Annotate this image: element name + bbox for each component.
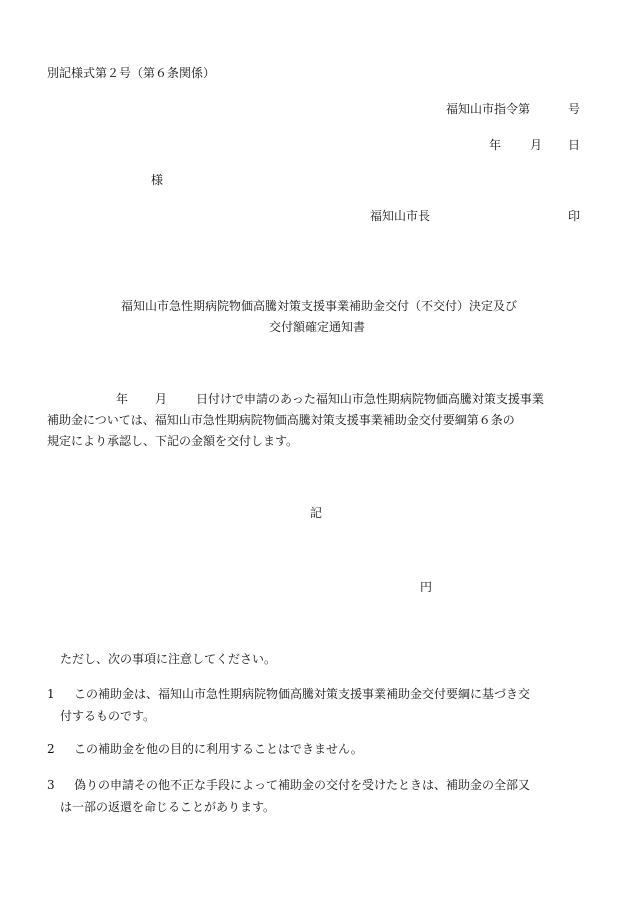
body-line-2: 補助金については、福知山市急性期病院物価高騰対策支援事業補助金交付要綱第６条の [47,413,515,427]
body-year: 年 [116,392,129,406]
note-3-line-2: は一部の返還を命じることがあります。 [60,800,276,814]
notes-intro: ただし、次の事項に注意してください。 [60,652,277,666]
note-2-number: 2 [47,742,55,756]
issuer-name: 福知山市長 [370,209,431,223]
amount-unit: 円 [420,580,433,594]
note-3-line-1: 偽りの申請その他不正な手段によって補助金の交付を受けたときは、補助金の全部又 [74,778,531,792]
note-1-number: 1 [47,687,55,701]
date-year: 年 [489,138,502,152]
date-day: 日 [568,138,581,152]
note-1-line-2: 付するものです。 [60,709,156,723]
title-line-1: 福知山市急性期病院物価高騰対策支援事業補助金交付（不交付）決定及び [120,299,517,313]
ki-label: 記 [310,506,323,520]
note-1-line-1: この補助金は、福知山市急性期病院物価高騰対策支援事業補助金交付要綱に基づき交 [74,687,531,701]
document-number-prefix: 福知山市指令第 [446,102,531,116]
date-month: 月 [530,138,543,152]
note-2-line-1: この補助金を他の目的に利用することはできません。 [74,742,363,756]
body-line-1: 日付けで申請のあった福知山市急性期病院物価高騰対策支援事業 [196,392,544,406]
body-month: 月 [155,392,168,406]
note-3-number: 3 [47,778,55,792]
document-number-suffix: 号 [568,102,581,116]
issuer-seal: 印 [568,209,581,223]
title-line-2: 交付額確定通知書 [268,320,365,334]
form-label: 別記様式第２号（第６条関係） [47,66,216,80]
recipient-suffix: 様 [151,173,164,187]
body-line-3: 規定により承認し、下記の金額を交付します。 [47,434,299,448]
